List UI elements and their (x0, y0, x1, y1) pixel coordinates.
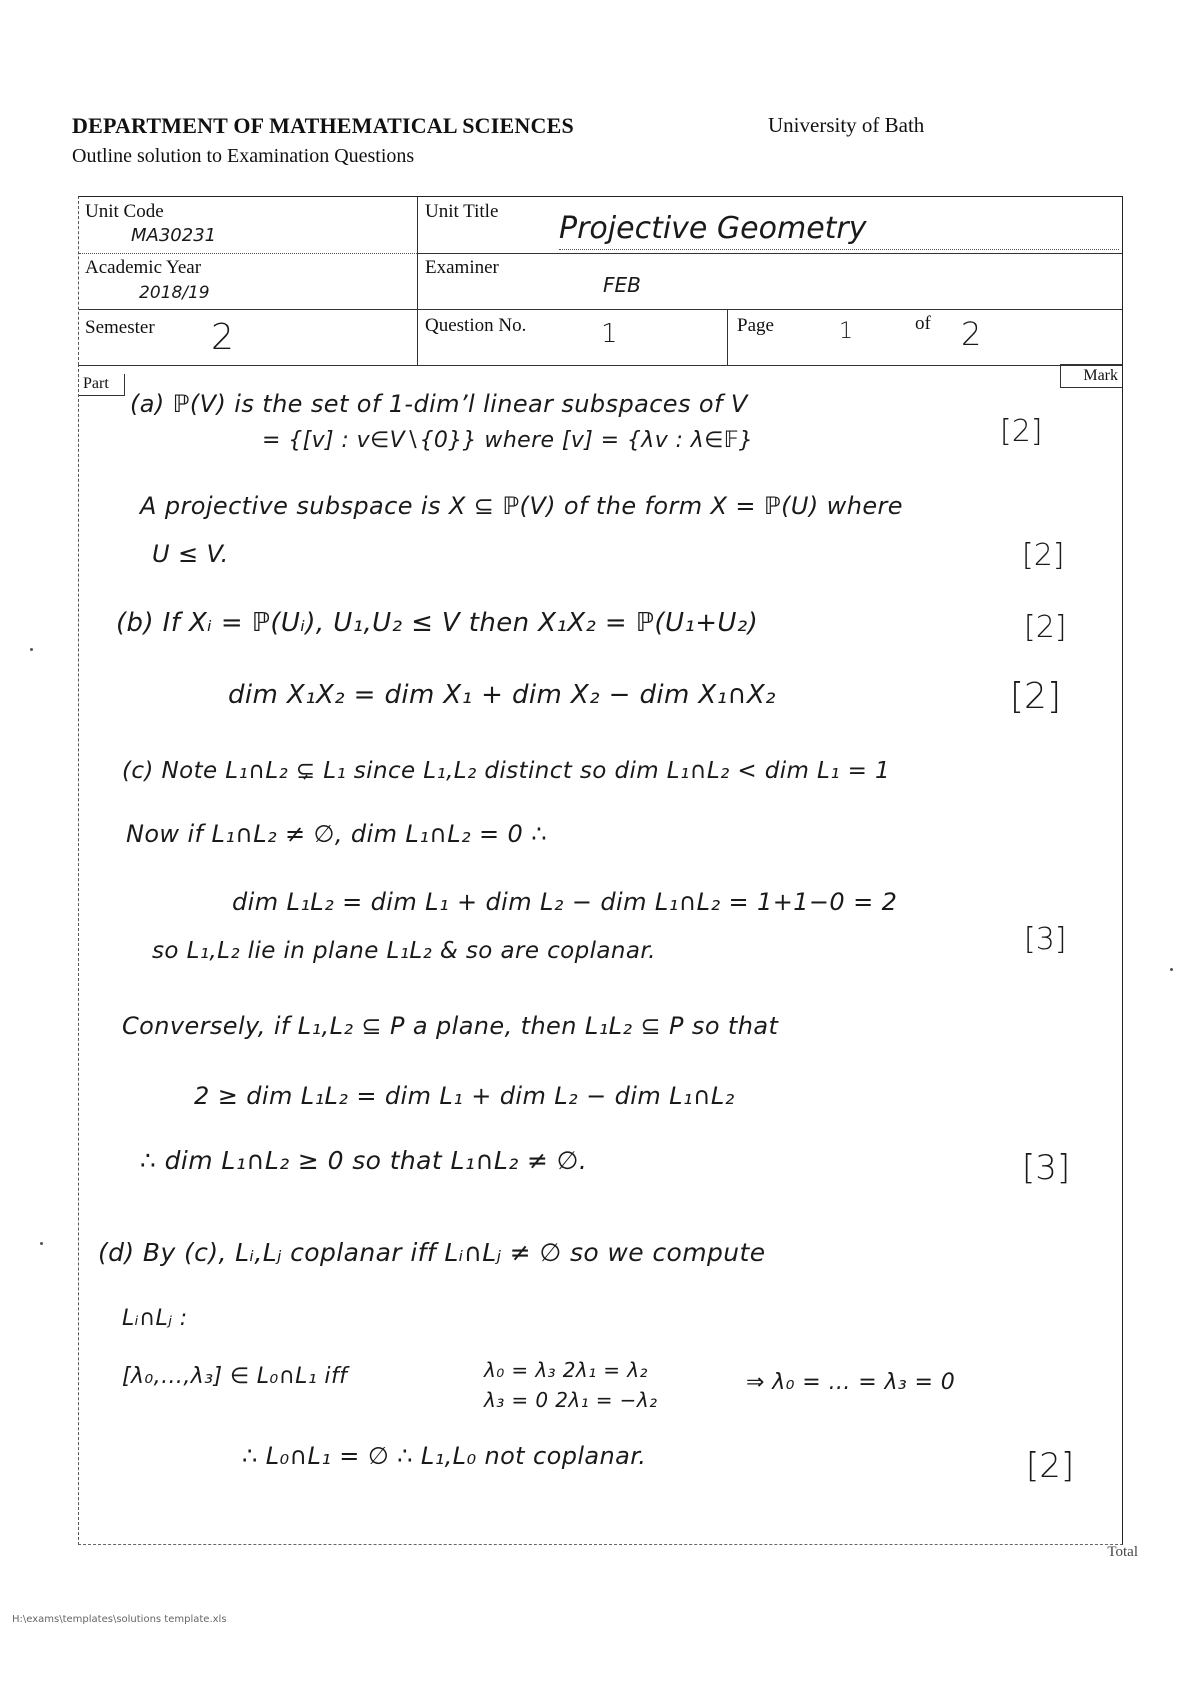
solution-line-d3: [λ₀,…,λ₃] ∈ L₀∩L₁ iff (122, 1364, 348, 1389)
mark-b2: [2] (1010, 676, 1061, 717)
part-column-header: Part (79, 374, 125, 396)
solution-line-c4: so L₁,L₂ lie in plane L₁L₂ & so are coplanar. (152, 938, 656, 964)
solution-line-c1: (c) Note L₁∩L₂ ⊊ L₁ since L₁,L₂ distinct so dim L₁∩L₂ < dim L₁ = 1 (122, 758, 891, 784)
title-underline (559, 249, 1119, 250)
solution-line-b2: dim X₁X₂ = dim X₁ + dim X₂ − dim X₁∩X₂ (228, 680, 776, 710)
solution-line-a4: U ≤ V. (152, 540, 229, 568)
solution-line-d1: (d) By (c), Lᵢ,Lⱼ coplanar iff Lᵢ∩Lⱼ ≠ ∅ so we compute (98, 1238, 766, 1267)
mark-c2: [3] (1022, 1148, 1071, 1188)
column-divider-page (727, 309, 728, 365)
university-name: University of Bath (768, 113, 925, 137)
solution-line-c7: ∴ dim L₁∩L₂ ≥ 0 so that L₁∩L₂ ≠ ∅. (140, 1146, 588, 1175)
question-no-value: 1 (601, 319, 618, 349)
mark-column-header: Mark (1060, 364, 1122, 388)
scan-speck (30, 648, 33, 651)
examiner-label: Examiner (425, 257, 499, 278)
row-divider (417, 253, 1122, 254)
examiner-value: FEB (603, 273, 641, 297)
solution-line-a1: (a) ℙ(V) is the set of 1-dim’l linear subspaces of V (130, 390, 748, 418)
semester-value: 2 (211, 317, 234, 358)
mark-b1: [2] (1024, 610, 1067, 645)
question-no-label: Question No. (425, 315, 527, 336)
semester-label: Semester (85, 317, 155, 338)
solution-line-d4: λ₀ = λ₃ 2λ₁ = λ₂ (484, 1358, 648, 1382)
solution-line-a2: = {[v] : v∈V∖{0}} where [v] = {λv : λ∈𝔽} (262, 428, 754, 453)
solution-line-b1: (b) If Xᵢ = ℙ(Uᵢ), U₁,U₂ ≤ V then X₁X₂ = ℙ(U₁+U₂) (116, 608, 759, 638)
solution-line-d5: λ₃ = 0 2λ₁ = −λ₂ (484, 1388, 658, 1412)
solution-line-c2: Now if L₁∩L₂ ≠ ∅, dim L₁∩L₂ = 0 ∴ (126, 820, 547, 848)
page-value: 1 (839, 319, 853, 344)
solution-line-c6: 2 ≥ dim L₁L₂ = dim L₁ + dim L₂ − dim L₁∩L₂ (194, 1082, 735, 1110)
unit-code-label: Unit Code (85, 201, 164, 222)
total-label: Total (1107, 1544, 1138, 1560)
page-label: Page (737, 315, 774, 336)
scan-speck (40, 1242, 43, 1245)
solution-line-c3: dim L₁L₂ = dim L₁ + dim L₂ − dim L₁∩L₂ = 1+1−0 = 2 (232, 888, 898, 916)
solution-line-c5: Conversely, if L₁,L₂ ⊆ P a plane, then L₁L₂ ⊆ P so that (122, 1012, 779, 1040)
exam-info-table (78, 196, 1123, 365)
of-label: of (915, 313, 931, 334)
mark-a1: [2] (1000, 414, 1043, 449)
solution-line-d2: Lᵢ∩Lⱼ : (122, 1306, 188, 1331)
mark-a2: [2] (1022, 538, 1065, 573)
document-subtitle: Outline solution to Examination Questions (72, 145, 415, 167)
row-divider-dotted (79, 253, 417, 254)
column-divider (417, 197, 418, 365)
solution-line-d6: ⇒ λ₀ = … = λ₃ = 0 (746, 1370, 956, 1395)
unit-code-value: MA30231 (131, 225, 217, 246)
footer-file-path: H:\exams\templates\solutions template.xls (12, 1614, 227, 1625)
of-value: 2 (961, 315, 982, 353)
academic-year-label: Academic Year (85, 257, 202, 278)
unit-title-label: Unit Title (425, 201, 499, 222)
unit-title-value: Projective Geometry (559, 211, 867, 246)
academic-year-value: 2018/19 (139, 283, 210, 303)
mark-d1: [2] (1026, 1446, 1075, 1486)
mark-c1: [3] (1024, 922, 1067, 957)
solution-line-a3: A projective subspace is X ⊆ ℙ(V) of the form X = ℙ(U) where (140, 492, 903, 520)
department-heading: DEPARTMENT OF MATHEMATICAL SCIENCES (72, 113, 574, 138)
row-divider (79, 309, 1122, 310)
scan-speck (1170, 968, 1173, 971)
solution-line-d7: ∴ L₀∩L₁ = ∅ ∴ L₁,L₀ not coplanar. (242, 1442, 647, 1470)
